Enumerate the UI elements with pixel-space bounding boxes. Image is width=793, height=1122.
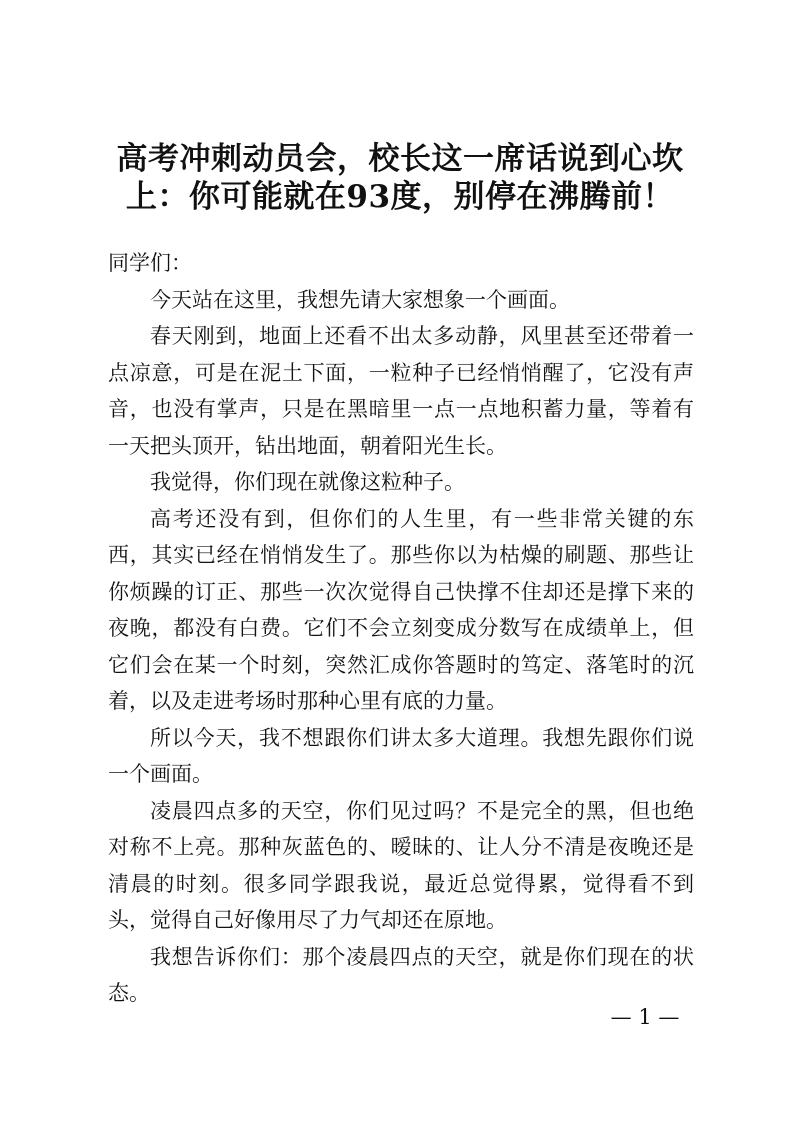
paragraph-2: 春天刚到，地面上还看不出太多动静，风里甚至还带着一点凉意，可是在泥土下面，一粒种子已经悄悄醒了，它没有声音，也没有掌声，只是在黑暗里一点一点地积蓄力量，等着有一天把头顶开，钻出地面，朝着阳光生长。 <box>108 324 694 458</box>
document-body <box>108 245 694 1012</box>
paragraph-5: 所以今天，我不想跟你们讲太多大道理。我想先跟你们说一个画面。 <box>108 725 694 786</box>
paragraph-6: 凌晨四点多的天空，你们见过吗？不是完全的黑，但也绝对称不上亮。那种灰蓝色的、暧昧的、让人分不清是夜晚还是清晨的时刻。很多同学跟我说，最近总觉得累，觉得看不到头，觉得自己好像用尽了力气却还在原地。 <box>108 798 694 932</box>
paragraph-3: 我觉得，你们现在就像这粒种子。 <box>150 470 465 494</box>
paragraph-4: 高考还没有到，但你们的人生里，有一些非常关键的东西，其实已经在悄悄发生了。那些你以为枯燥的刷题、那些让你烦躁的订正、那些一次次觉得自己快撑不住却还是撑下来的夜晚，都没有白费。它们不会立刻变成分数写在成绩单上，但它们会在某一个时刻，突然汇成你答题时的笃定、落笔时的沉着，以及走进考场时那种心里有底的力量。 <box>108 506 694 713</box>
salutation: 同学们： <box>108 251 192 275</box>
page-number: — 1 — <box>610 1005 680 1029</box>
document-title: 高考冲刺动员会，校长这一席话说到心坎上：你可能就在93度，别停在沸腾前！ <box>116 141 684 215</box>
paragraph-1: 今天站在这里，我想先请大家想象一个画面。 <box>150 287 570 312</box>
paragraph-7: 我想告诉你们：那个凌晨四点的天空，就是你们现在的状态。 <box>108 944 694 1005</box>
